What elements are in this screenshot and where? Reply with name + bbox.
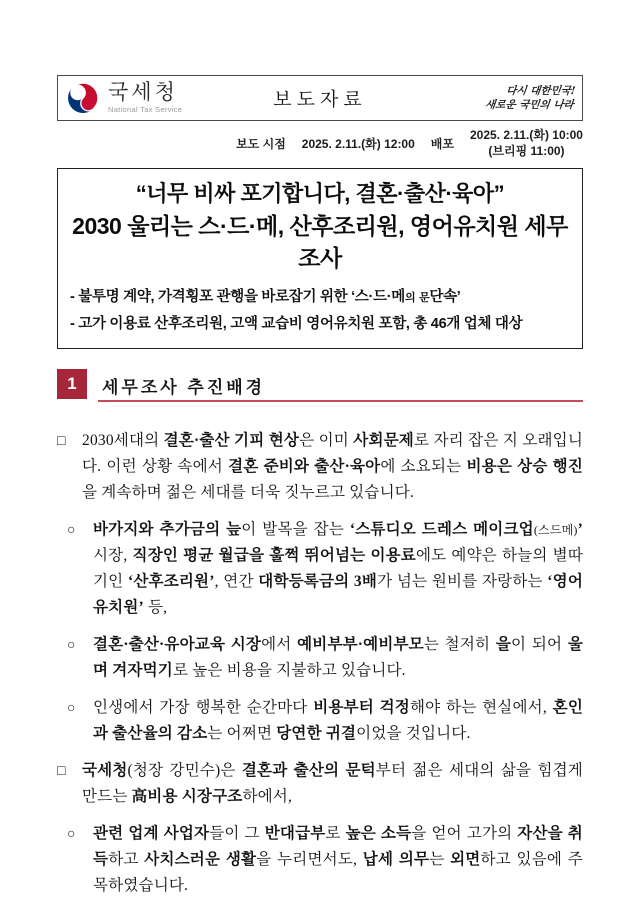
government-slogan (484, 84, 576, 112)
headline-subpoint: - 고가 이용료 산후조리원, 고액 교습비 영어유치원 포함, 총 46개 업체 대상 (70, 315, 523, 332)
letterhead (57, 75, 583, 121)
square-bullet-marker: □ (57, 763, 66, 779)
paragraph (57, 758, 583, 810)
paragraph-text: 국세청(청장 강민수)은 결혼과 출산의 문턱부터 젊은 세대의 삶을 힘겹게 만드는 高비용 시장구조하에서, (82, 761, 583, 805)
circle-bullet-marker: ○ (67, 700, 76, 716)
headline-line-1: “너무 비싸 포기합니다, 결혼·출산·육아” (135, 181, 505, 207)
agency-name-block (108, 82, 182, 114)
paragraph (57, 821, 583, 899)
headline-line-2: 2030 울리는 스·드·메, 산후조리원, 영어유치원 세무조사 (72, 213, 568, 272)
headline-subpoint: - 불투명 계약, 가격횡포 관행을 바로잡기 위한 ‘스·드·메의 문단속’ (70, 289, 461, 306)
paragraph-text: 결혼·출산·유아교육 시장에서 예비부부·예비부모는 철저히 을이 되어 울며 겨자먹기로 높은 비용을 지불하고 있습니다. (93, 635, 583, 679)
paragraph (57, 695, 583, 747)
agency-logo (66, 81, 182, 115)
paragraph-text: 2030세대의 결혼·출산 기피 현상은 이미 사회문제로 자리 잡은 지 오래입니다. 이런 상황 속에서 결혼 준비와 출산·육아에 소요되는 비용은 상승 행진을 계속하며 젊은 세대를 더욱 짓누르고 있습니다. (82, 431, 584, 501)
press-timing-row (57, 121, 583, 168)
paragraph (57, 517, 583, 621)
release-time-label: 보도 시점 (236, 137, 286, 152)
briefing-time-note: (브리핑 11:00) (488, 143, 565, 158)
distribution-label: 배포 (430, 137, 454, 152)
paragraph (57, 428, 583, 506)
distribution-time-value: 2025. 2.11.(화) 10:00 (469, 128, 583, 142)
section-header (57, 369, 583, 405)
square-bullet-marker: □ (57, 433, 66, 449)
page-content (57, 75, 583, 910)
headline-subpoints (70, 284, 570, 336)
section-underline (98, 400, 583, 402)
agency-name: 국세청 (108, 81, 178, 105)
release-time-value: 2025. 2.11.(화) 12:00 (301, 137, 415, 152)
section-title: 세무조사 추진배경 (102, 377, 266, 397)
section-number-badge: 1 (57, 369, 87, 399)
headline-box (57, 168, 583, 348)
paragraph (57, 632, 583, 684)
paragraph-text: 관련 업계 사업자들이 그 반대급부로 높은 소득을 얻어 고가의 자산을 취득하고 사치스러운 생활을 누리면서도, 납세 의무는 외면하고 있음에 주목하였습니다. (93, 824, 583, 894)
taegeuk-symbol-icon (66, 81, 100, 115)
slogan-line-1: 다시 대한민국! (505, 84, 576, 97)
distribution-time-block (470, 128, 583, 159)
document-body (57, 428, 583, 899)
circle-bullet-marker: ○ (67, 826, 76, 842)
slogan-line-2: 새로운 국민의 나라 (483, 99, 574, 111)
circle-bullet-marker: ○ (67, 522, 76, 538)
document-type-title: 보도자료 (273, 89, 367, 111)
paragraph-text: 인생에서 가장 행복한 순간마다 비용부터 걱정해야 하는 현실에서, 혼인과 출산율의 감소는 어쩌면 당연한 귀결이었을 것입니다. (93, 698, 583, 742)
agency-name-english: National Tax Service (108, 105, 183, 115)
circle-bullet-marker: ○ (67, 637, 76, 653)
paragraph-text: 바가지와 추가금의 늪이 발목을 잡는 ‘스튜디오 드레스 메이크업(스드메)’ 시장, 직장인 평균 월급을 훌쩍 뛰어넘는 이용료에도 예약은 하늘의 별따기인 ‘산후조리원’, 연간 대학등록금의 3배가 넘는 원비를 자랑하는 ‘영어유치원’ 등, (93, 520, 584, 616)
